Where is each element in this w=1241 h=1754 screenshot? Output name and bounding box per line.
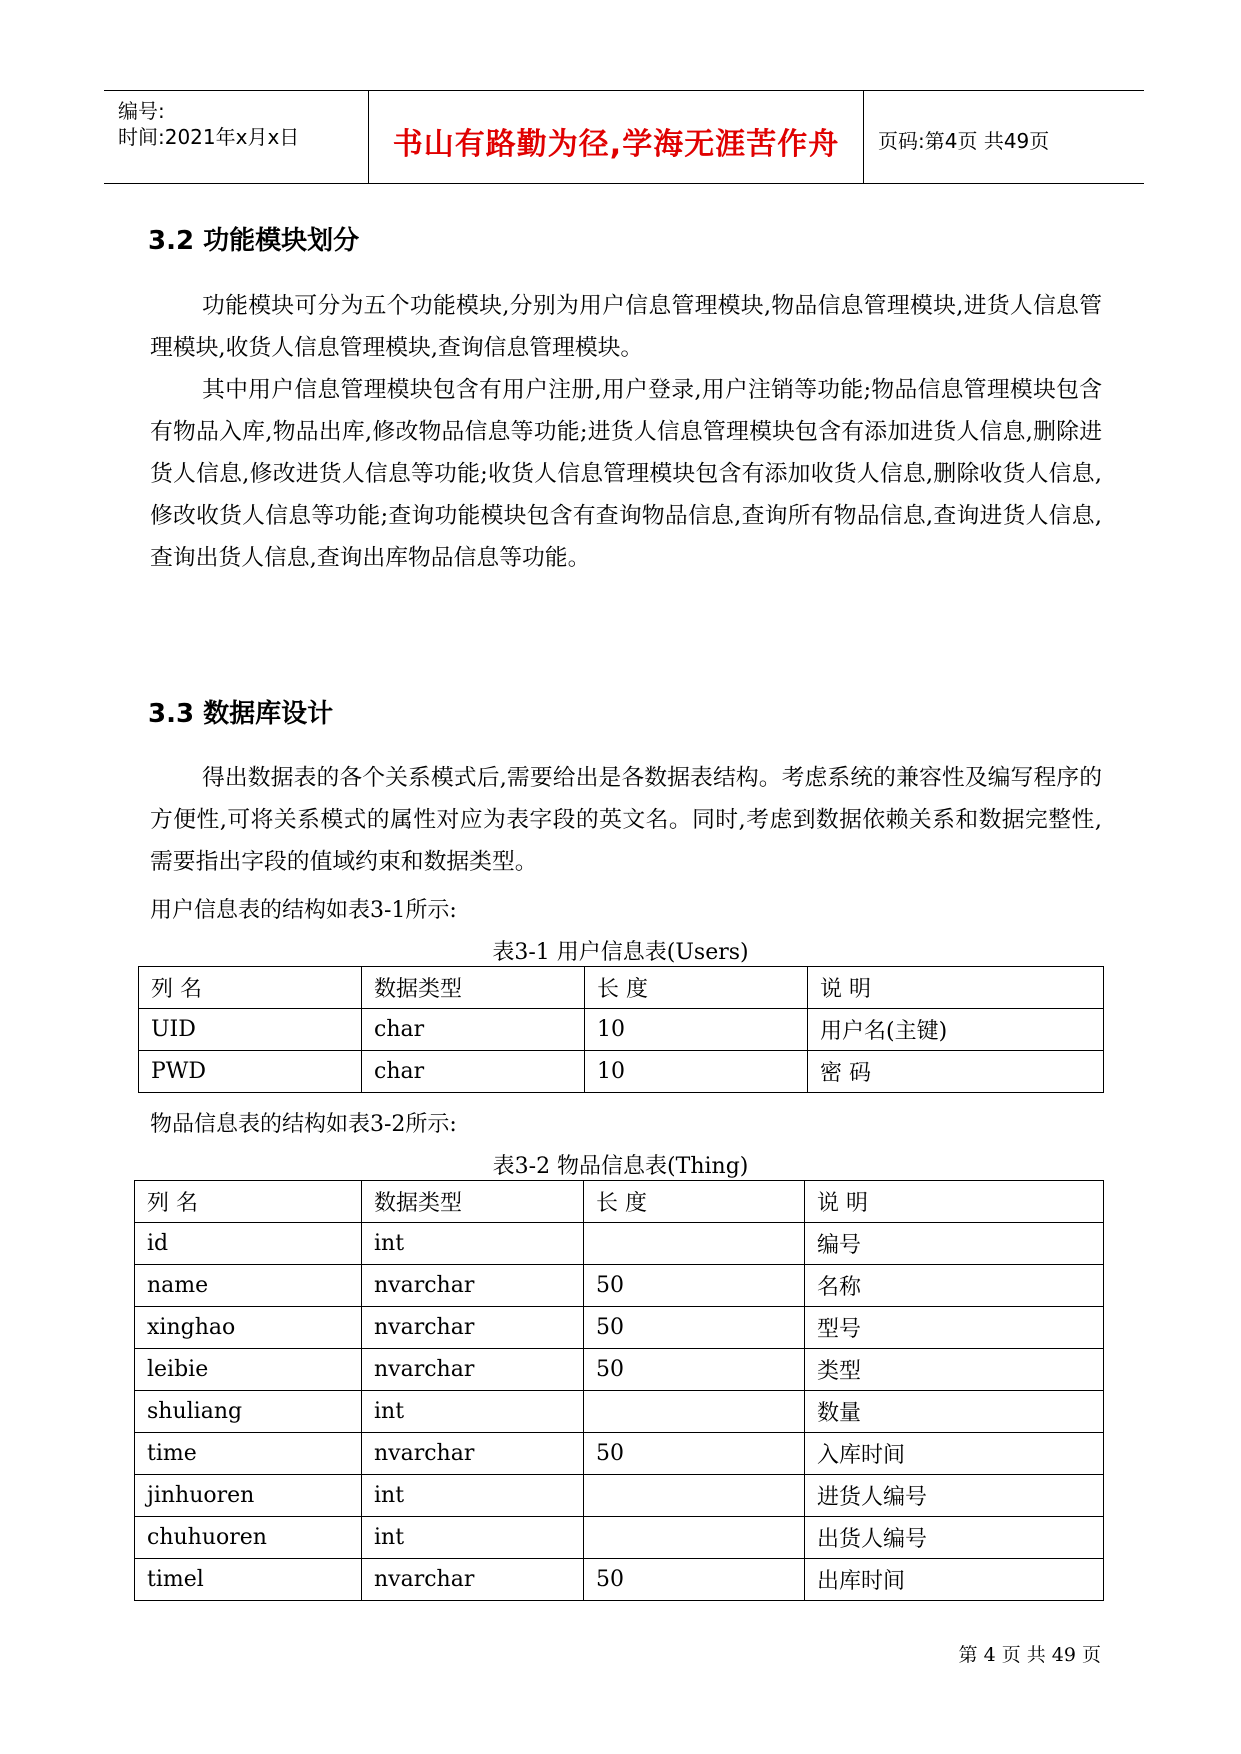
table-cell: int — [362, 1517, 584, 1559]
table-cell: 数量 — [805, 1391, 1104, 1433]
table-cell: jinhuoren — [135, 1475, 362, 1517]
users-table-caption-text: 表3-1 用户信息表(Users) — [492, 940, 749, 965]
table-cell: 50 — [584, 1265, 805, 1307]
table-cell: 型号 — [805, 1307, 1104, 1349]
table-cell — [584, 1391, 805, 1433]
document-time-label: 时间:2021年x月x日 — [118, 125, 300, 149]
table-cell: leibie — [135, 1349, 362, 1391]
table-cell: nvarchar — [362, 1349, 584, 1391]
table-cell — [584, 1517, 805, 1559]
table-cell: chuhuoren — [135, 1517, 362, 1559]
header-meta-cell — [104, 91, 369, 183]
table-header-cell: 说 明 — [808, 967, 1104, 1009]
table-cell: 用户名(主键) — [808, 1009, 1104, 1051]
section-heading-3-3: 3.3 数据库设计 — [148, 699, 334, 729]
table-cell: 入库时间 — [805, 1433, 1104, 1475]
table-header-cell: 数据类型 — [362, 1181, 584, 1223]
paragraph-modules-detail: 其中用户信息管理模块包含有用户注册,用户登录,用户注销等功能;物品信息管理模块包含有物品入库,物品出库,修改物品信息等功能;进货人信息管理模块包含有添加进货人信息,删除进货人信息,修改进货人信息等功能;收货人信息管理模块包含有添加收货人信息,删除收货人信息,修改收货人信息等功能;查询功能模块包含有查询物品信息,查询所有物品信息,查询进货人信息,查询出货人信息,查询出库物品信息等功能。 — [150, 377, 1102, 571]
table-header-cell: 数据类型 — [362, 967, 585, 1009]
table-row — [135, 1475, 1104, 1517]
table-cell: timel — [135, 1559, 362, 1601]
table-cell: UID — [139, 1009, 362, 1051]
table-row — [135, 1307, 1104, 1349]
paragraph-modules-overview: 功能模块可分为五个功能模块,分别为用户信息管理模块,物品信息管理模块,进货人信息管理模块,收货人信息管理模块,查询信息管理模块。 — [150, 293, 1102, 361]
table-header-row — [139, 967, 1104, 1009]
table-cell: 编号 — [805, 1223, 1104, 1265]
header-page-code: 页码:第4页 共49页 — [878, 129, 1050, 153]
table-row — [139, 1009, 1104, 1051]
page-footer: 第 4 页 共 49 页 — [958, 1644, 1101, 1666]
table-cell: int — [362, 1391, 584, 1433]
table-row — [135, 1433, 1104, 1475]
table-cell: nvarchar — [362, 1559, 584, 1601]
table-cell: name — [135, 1265, 362, 1307]
table-cell: 进货人编号 — [805, 1475, 1104, 1517]
table-cell: 50 — [584, 1307, 805, 1349]
table-row — [135, 1349, 1104, 1391]
table-cell: time — [135, 1433, 362, 1475]
table-cell: 出库时间 — [805, 1559, 1104, 1601]
table-cell — [584, 1475, 805, 1517]
table-cell: id — [135, 1223, 362, 1265]
users-table-caption — [0, 935, 1241, 966]
header-motto-cell — [369, 91, 864, 183]
table-header-cell: 列 名 — [139, 967, 362, 1009]
thing-table-caption-text: 表3-2 物品信息表(Thing) — [492, 1154, 749, 1179]
table-header-row — [135, 1181, 1104, 1223]
table-cell: 50 — [584, 1433, 805, 1475]
section-heading-3-2: 3.2 功能模块划分 — [148, 226, 360, 256]
table-cell: 出货人编号 — [805, 1517, 1104, 1559]
users-table — [138, 966, 1104, 1093]
thing-table — [134, 1180, 1104, 1601]
paragraph-database-design: 得出数据表的各个关系模式后,需要给出是各数据表结构。考虑系统的兼容性及编写程序的方便性,可将关系模式的属性对应为表字段的英文名。同时,考虑到数据依赖关系和数据完整性,需要指出字段的值域约束和数据类型。 — [150, 765, 1102, 875]
table-header-cell: 说 明 — [805, 1181, 1104, 1223]
table-row — [135, 1223, 1104, 1265]
table-row — [135, 1559, 1104, 1601]
table-header-cell: 长 度 — [584, 1181, 805, 1223]
table-row — [135, 1517, 1104, 1559]
table-cell: char — [362, 1009, 585, 1051]
table-cell: int — [362, 1475, 584, 1517]
thing-table-caption — [0, 1149, 1241, 1180]
table-cell: 类型 — [805, 1349, 1104, 1391]
table-cell: char — [362, 1051, 585, 1093]
table-cell: 50 — [584, 1559, 805, 1601]
thing-table-intro: 物品信息表的结构如表3-2所示: — [150, 1112, 457, 1137]
table-cell: 10 — [585, 1051, 808, 1093]
table-cell: nvarchar — [362, 1307, 584, 1349]
table-cell — [584, 1223, 805, 1265]
page-header — [104, 90, 1144, 184]
table-cell: 50 — [584, 1349, 805, 1391]
table-cell: xinghao — [135, 1307, 362, 1349]
table-cell: 10 — [585, 1009, 808, 1051]
users-table-intro: 用户信息表的结构如表3-1所示: — [150, 898, 457, 923]
table-row — [135, 1391, 1104, 1433]
table-row — [135, 1265, 1104, 1307]
table-cell: nvarchar — [362, 1433, 584, 1475]
header-motto: 书山有路勤为径,学海无涯苦作舟 — [392, 127, 840, 162]
table-cell: 密 码 — [808, 1051, 1104, 1093]
table-header-cell: 长 度 — [585, 967, 808, 1009]
table-cell: PWD — [139, 1051, 362, 1093]
table-row — [139, 1051, 1104, 1093]
table-cell: int — [362, 1223, 584, 1265]
table-cell: 名称 — [805, 1265, 1104, 1307]
document-number-label: 编号: — [118, 99, 165, 123]
table-cell: nvarchar — [362, 1265, 584, 1307]
table-cell: shuliang — [135, 1391, 362, 1433]
header-page-cell — [864, 91, 1144, 183]
table-header-cell: 列 名 — [135, 1181, 362, 1223]
